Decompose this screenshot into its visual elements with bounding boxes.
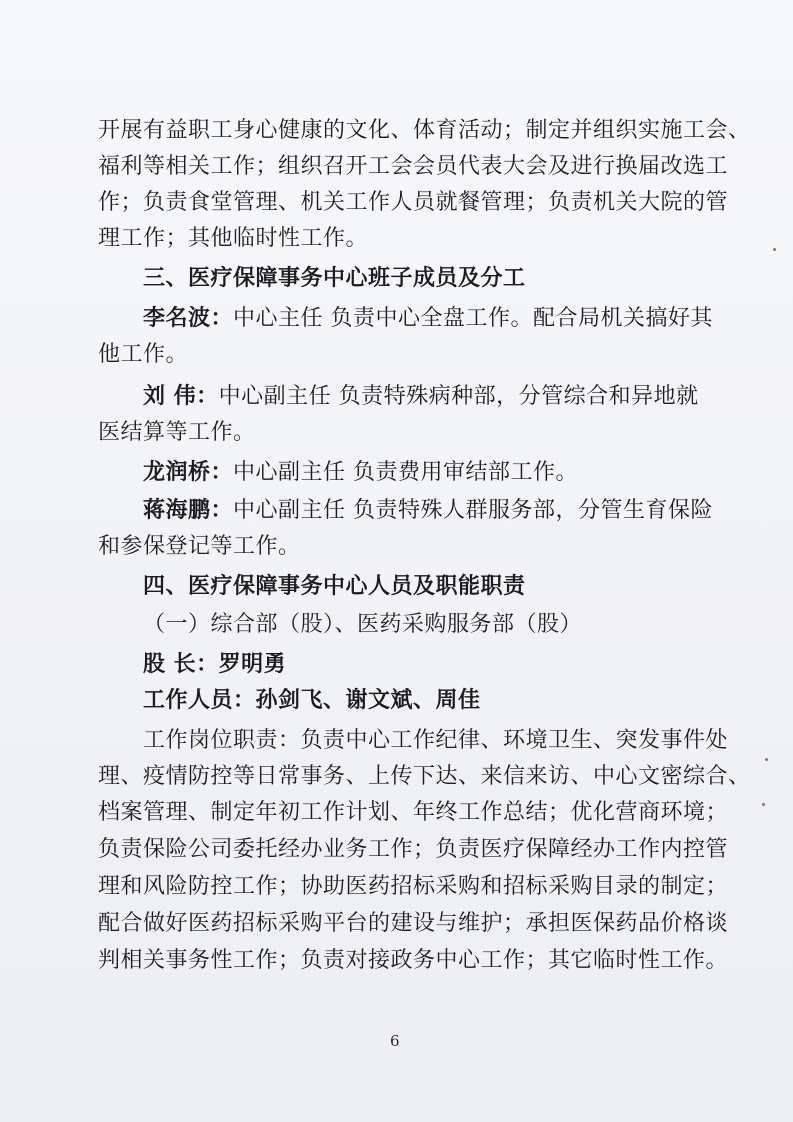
member-1-name: 李名波： — [143, 306, 234, 331]
member-1-role: 中心主任 负责中心全盘工作。配合局机关搞好其 — [233, 306, 714, 331]
duties-line-4: 负责保险公司委托经办业务工作；负责医疗保障经办工作内控管 — [98, 837, 729, 862]
section-4-subheading: （一）综合部（股）、医药采购服务部（股） — [143, 612, 583, 637]
member-3-role: 中心副主任 负责费用审结部工作。 — [233, 460, 579, 485]
duties-line-3: 档案管理、制定年初工作计划、年终工作总结；优化营商环境； — [98, 800, 729, 825]
member-1-line-1 — [143, 302, 714, 336]
section-4-heading: 四、医疗保障事务中心人员及职能职责 — [143, 574, 526, 599]
scan-speck — [773, 248, 776, 251]
page-number: 6 — [390, 1032, 400, 1050]
chief-line: 股 长：罗明勇 — [143, 652, 287, 677]
member-2-name: 刘 伟： — [143, 384, 219, 409]
duties-line-1: 工作岗位职责：负责中心工作纪律、环境卫生、突发事件处 — [143, 728, 729, 753]
member-2-line-2: 医结算等工作。 — [98, 420, 256, 445]
paragraph-1-line-1: 开展有益职工身心健康的文化、体育活动；制定并组织实施工会、 — [98, 118, 751, 143]
member-2-line-1 — [143, 380, 704, 414]
scan-speck — [765, 758, 768, 761]
member-3-line-1 — [143, 456, 623, 490]
staff-line: 工作人员：孙剑飞、谢文斌、周佳 — [143, 688, 481, 713]
scan-speck — [762, 803, 765, 806]
member-4-line-1 — [143, 494, 714, 528]
section-3-heading: 三、医疗保障事务中心班子成员及分工 — [143, 266, 526, 291]
duties-line-2: 理、疫情防控等日常事务、上传下达、来信来访、中心文密综合、 — [98, 764, 751, 789]
paragraph-1-line-4: 理工作；其他临时性工作。 — [98, 226, 369, 251]
duties-line-5: 理和风险防控工作；协助医药招标采购和招标采购目录的制定； — [98, 874, 729, 899]
paragraph-1-line-2: 福利等相关工作；组织召开工会会员代表大会及进行换届改选工 — [98, 154, 729, 179]
member-1-line-2: 他工作。 — [98, 342, 189, 367]
duties-line-7: 判相关事务性工作；负责对接政务中心工作；其它临时性工作。 — [98, 948, 729, 973]
member-4-name: 蒋海鹏： — [143, 498, 234, 523]
duties-line-6: 配合做好医药招标采购平台的建设与维护；承担医保药品价格谈 — [98, 911, 729, 936]
member-2-role: 中心副主任 负责特殊病种部，分管综合和异地就 — [218, 384, 699, 409]
member-3-name: 龙润桥： — [143, 460, 234, 485]
member-4-line-2: 和参保登记等工作。 — [98, 534, 301, 559]
member-4-role: 中心副主任 负责特殊人群服务部，分管生育保险 — [233, 498, 714, 523]
paragraph-1-line-3: 作；负责食堂管理、机关工作人员就餐管理；负责机关大院的管 — [98, 190, 729, 215]
